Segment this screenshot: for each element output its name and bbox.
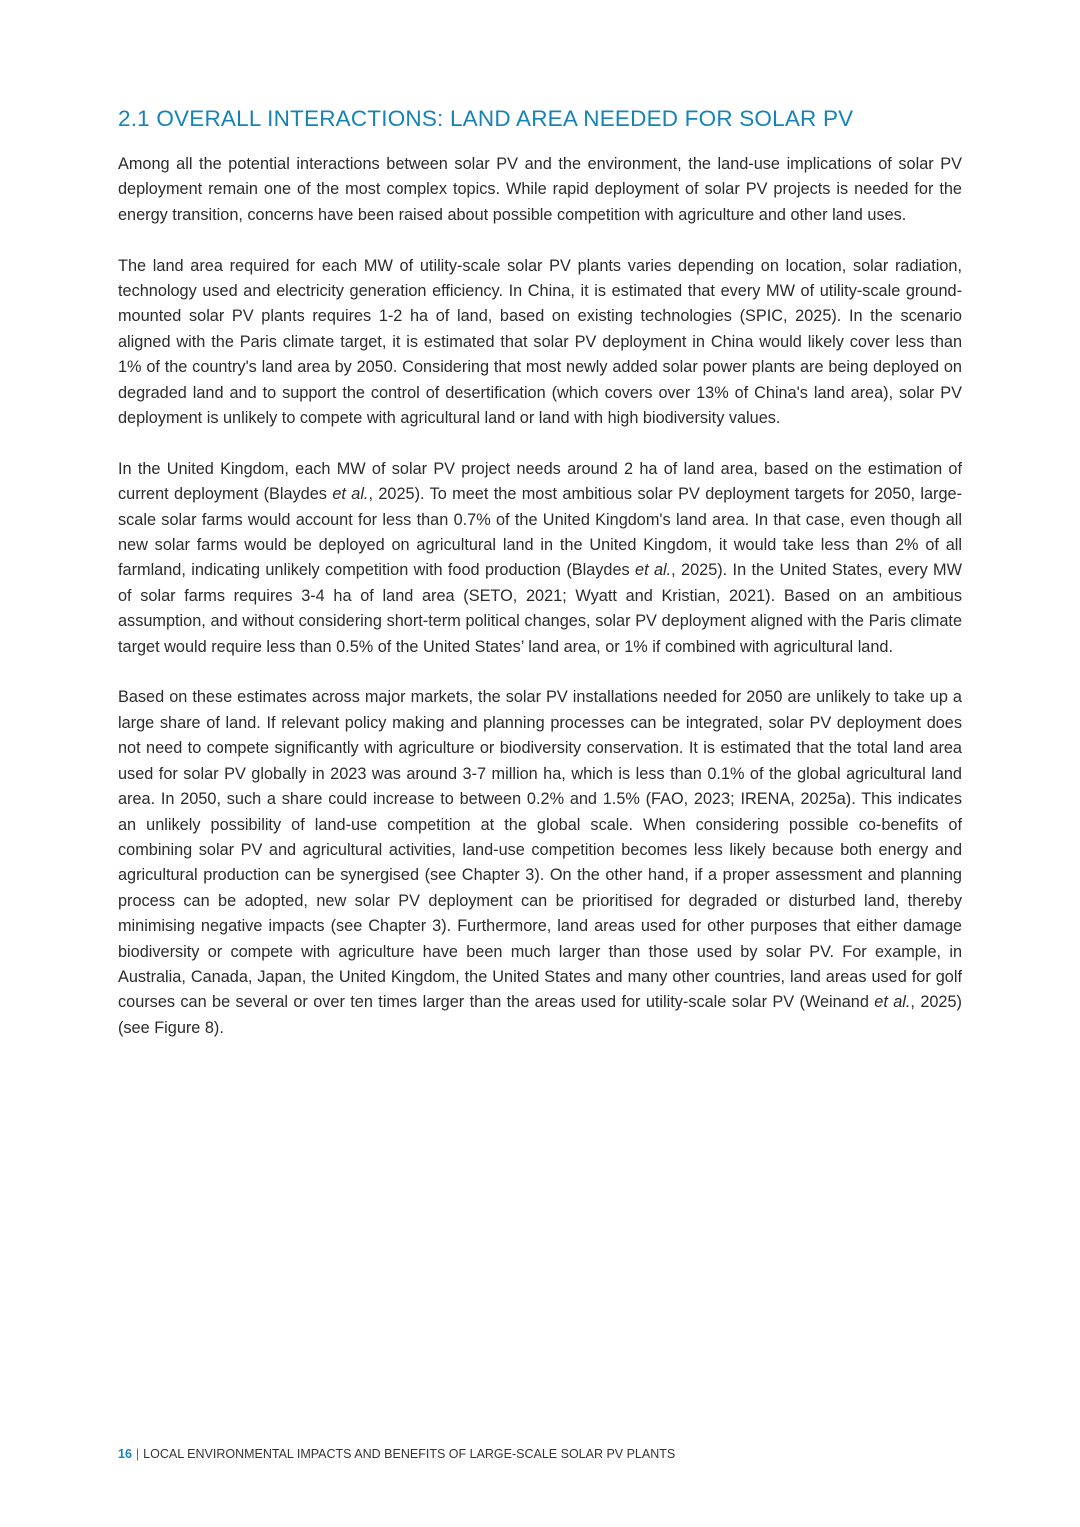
paragraph bbox=[118, 152, 962, 228]
paragraph-text: Based on these estimates across major markets, the solar PV installations needed for 2050 are unlikely to take up a large share of land. If relevant policy making and planning processes can be integrated, solar PV deployment does not need to compete significantly with agriculture or biodiversity conservation. It is estimated that the total land area used for solar PV globally in 2023 was around 3-7 million ha, which is less than 0.1% of the global agricultural land area. In 2050, such a share could increase to between 0.2% and 1.5% (FAO, 2023; IRENA, 2025a). This indicates an unlikely possibility of land-use competition at the global scale. When considering possible co-benefits of combining solar PV and agricultural activities, land-use competition becomes less likely because both energy and agricultural production can be synergised (see Chapter 3). On the other hand, if a proper assessment and planning process can be adopted, new solar PV deployment can be prioritised for degraded or disturbed land, thereby minimising negative impacts (see Chapter 3). Furthermore, land areas used for other purposes that either damage biodiversity or compete with agriculture have been much larger than those used by solar PV. For example, in Australia, Canada, Japan, the United Kingdom, the United States and many other countries, land areas used for golf courses can be several or over ten times larger than the areas used for utility-scale solar PV (Weinand bbox=[118, 688, 962, 1012]
page-number: 16 bbox=[118, 1447, 132, 1461]
paragraph bbox=[118, 685, 962, 1041]
page-footer bbox=[118, 1447, 675, 1461]
paragraph-text: The land area required for each MW of utility-scale solar PV plants varies depending on location, solar radiation, technology used and electricity generation efficiency. In China, it is estimated that every MW of utility-scale ground-mounted solar PV plants requires 1-2 ha of land, based on existing technologies (SPIC, 2025). In the scenario aligned with the Paris climate target, it is estimated that solar PV deployment in China would likely cover less than 1% of the country's land area by 2050. Considering that most newly added solar power plants are being deployed on degraded land and to support the control of desertification (which covers over 13% of China's land area), solar PV deployment is unlikely to compete with agricultural land or land with high biodiversity values. bbox=[118, 256, 962, 428]
section-heading: 2.1 OVERALL INTERACTIONS: LAND AREA NEEDED FOR SOLAR PV bbox=[118, 106, 854, 131]
paragraph bbox=[118, 254, 962, 432]
footer-title: LOCAL ENVIRONMENTAL IMPACTS AND BENEFITS OF LARGE-SCALE SOLAR PV PLANTS bbox=[143, 1447, 676, 1461]
italic-text: et al. bbox=[332, 485, 369, 504]
paragraph-text: , 2025). In the United States, every MW of solar farms requires 3-4 ha of land area (SETO, 2021; Wyatt and Kristian, 2021). Based on an ambitious assumption, and without considering short-term political changes, solar PV deployment aligned with the Paris climate target would require less than 0.5% of the United States’ land area, or 1% if combined with agricultural land. bbox=[118, 561, 962, 656]
paragraph-text: , 2025). To meet the most ambitious solar PV deployment targets for 2050, large-scale solar farms would account for less than 0.7% of the United Kingdom's land area. In that case, even though all new solar farms would be deployed on agricultural land in the United Kingdom, it would take less than 2% of all farmland, indicating unlikely competition with food production (Blaydes bbox=[118, 485, 962, 580]
paragraph-text: Among all the potential interactions between solar PV and the environment, the land-use implications of solar PV deployment remain one of the most complex topics. While rapid deployment of solar PV projects is needed for the energy transition, concerns have been raised about possible competition with agriculture and other land uses. bbox=[118, 155, 962, 224]
paragraph bbox=[118, 457, 962, 660]
italic-text: et al. bbox=[635, 561, 672, 580]
body-text bbox=[118, 152, 962, 1067]
paragraph-text: , 2025) (see Figure 8). bbox=[118, 993, 962, 1037]
italic-text: et al. bbox=[874, 993, 911, 1012]
paragraph-text: In the United Kingdom, each MW of solar PV project needs around 2 ha of land area, based on the estimation of current deployment (Blaydes bbox=[118, 459, 962, 504]
footer-separator: | bbox=[135, 1447, 140, 1461]
